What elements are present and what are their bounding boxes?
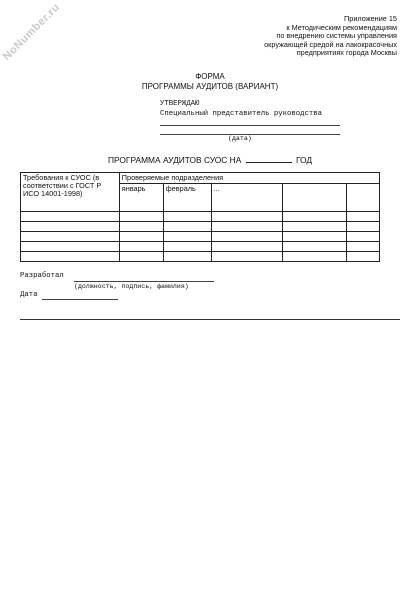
table-row: [21, 252, 380, 262]
program-title-right: ГОД: [295, 155, 313, 165]
appendix-note: [197, 15, 397, 58]
appendix-line: по внедрению системы управления: [276, 31, 397, 41]
date-line: [42, 299, 118, 300]
table-row: [21, 232, 380, 242]
table-row: [21, 222, 380, 232]
developed-signature-line: [74, 281, 214, 282]
form-subtitle: ПРОГРАММЫ АУДИТОВ (ВАРИАНТ): [141, 81, 279, 91]
developed-caption: (должность, подпись, фамилия): [74, 283, 189, 290]
approval-date-caption: (дата): [228, 135, 252, 142]
month-cell: январь: [119, 184, 163, 212]
watermark: NoNumber.ru: [0, 1, 63, 63]
month-cell: февраль: [163, 184, 211, 212]
month-cell: [347, 184, 380, 212]
table-row: [21, 242, 380, 252]
program-title-left: ПРОГРАММА АУДИТОВ СУОС НА: [108, 155, 242, 165]
form-heading: [0, 72, 420, 91]
developed-label: Разработал: [20, 272, 64, 280]
month-cell: ...: [211, 184, 283, 212]
appendix-line: Приложение 15: [344, 14, 397, 23]
bottom-rule: [20, 319, 400, 320]
date-label: Дата: [20, 291, 38, 299]
departments-header: Проверяемые подразделения: [119, 173, 379, 184]
month-cell: [283, 184, 347, 212]
year-blank: [246, 154, 292, 163]
table-row: [21, 212, 380, 222]
approval-signature-line: [160, 125, 340, 126]
approve-label: УТВЕРЖДАЮ: [160, 100, 200, 108]
requirements-header: Требования к СУОС (в соответствии с ГОСТ Р ИСО 14001-1998): [21, 173, 120, 212]
form-label: ФОРМА: [195, 72, 225, 81]
approve-who: Специальный представитель руководства: [160, 109, 323, 118]
program-title: [108, 154, 312, 165]
appendix-line: предприятиях города Москвы: [296, 48, 397, 58]
appendix-line: к Методическим рекомендациям: [286, 22, 397, 32]
appendix-line: окружающей средой на лакокрасочных: [264, 39, 397, 49]
approval-block: [160, 100, 322, 119]
table-header-row: [21, 173, 380, 184]
audit-program-table: [20, 172, 380, 262]
